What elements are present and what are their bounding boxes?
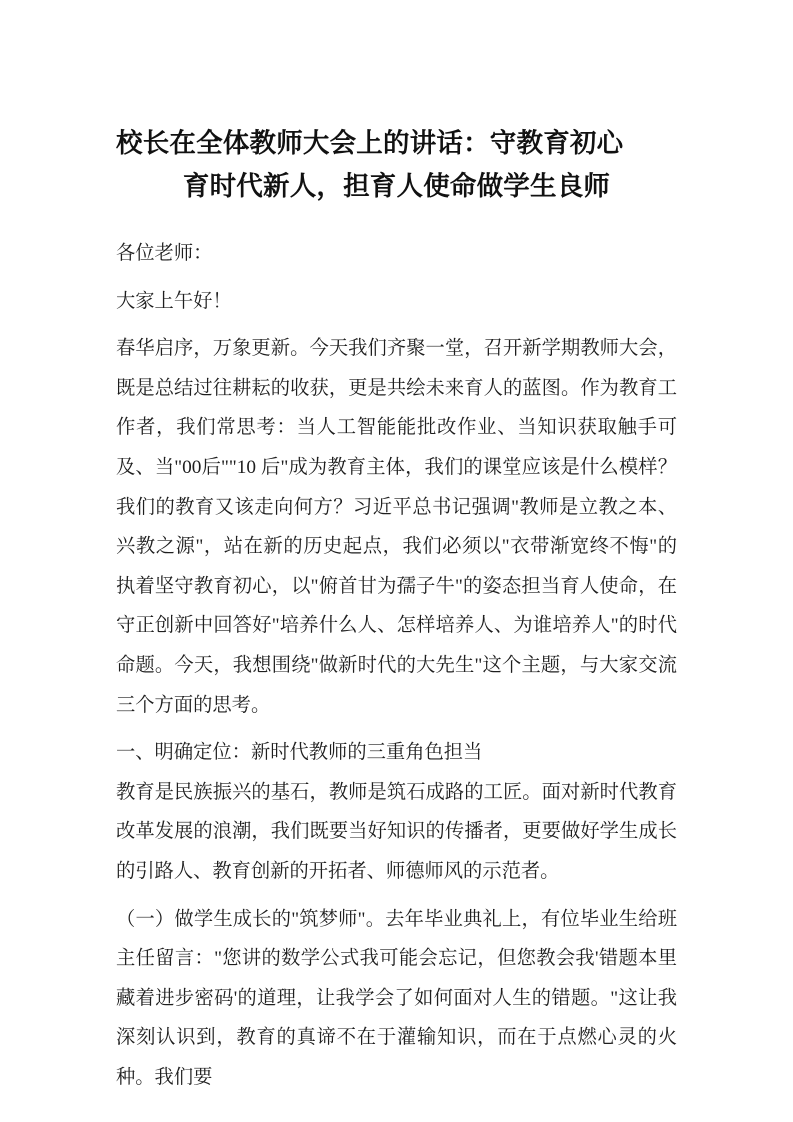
page-title-line-1: 校长在全体教师大会上的讲话：守教育初心 xyxy=(116,128,624,158)
paragraph-salutation: 各位老师： xyxy=(116,243,213,264)
paragraph-opening: 春华启序，万象更新。今天我们齐聚一堂，召开新学期教师大会，既是总结过往耕耘的收获，更是共绘未来育人的蓝图。作为教育工作者，我们常思考：当人工智能能批改作业、当知识获取触手可及、当"00后""10 后"成为教育主体，我们的课堂应该是什么模样？我们的教育又该走向何方？习近平总书记强调"教师是立教之本、兴教之源"，站在新的历史起点，我们必须以"衣带渐宽终不悔"的执着坚守教育初心，以"俯首甘为孺子牛"的姿态担当育人使命，在守正创新中回答好"培养什么人、怎样培养人、为谁培养人"的时代命题。今天，我想围绕"做新时代的大先生"这个主题，与大家交流三个方面的思考。 xyxy=(116,338,677,716)
paragraph-section-1-intro: 教育是民族振兴的基石，教师是筑石成路的工匠。面对新时代教育改革发展的浪潮，我们既要当好知识的传播者，更要做好学生成长的引路人、教育创新的开拓者、师德师风的示范者。 xyxy=(116,781,677,882)
title-block xyxy=(116,0,677,224)
document-body xyxy=(116,224,677,1097)
page-title-line-2: 育时代新人，担育人使命做学生良师 xyxy=(182,171,611,201)
page-title xyxy=(116,122,677,208)
paragraph-subsection-1-1: （一）做学生成长的"筑梦师"。去年毕业典礼上，有位毕业生给班主任留言："您讲的数学公式我可能会忘记，但您教会我'错题本里藏着进步密码'的道理，让我学会了如何面对人生的错题。"这让我深刻认识到，教育的真谛不在于灌输知识，而在于点燃心灵的火种。我们要 xyxy=(116,908,677,1088)
page-content-column xyxy=(116,0,677,1097)
section-heading-1: 一、明确定位：新时代教师的三重角色担当 xyxy=(116,742,483,764)
paragraph-greeting: 大家上午好！ xyxy=(116,290,232,312)
